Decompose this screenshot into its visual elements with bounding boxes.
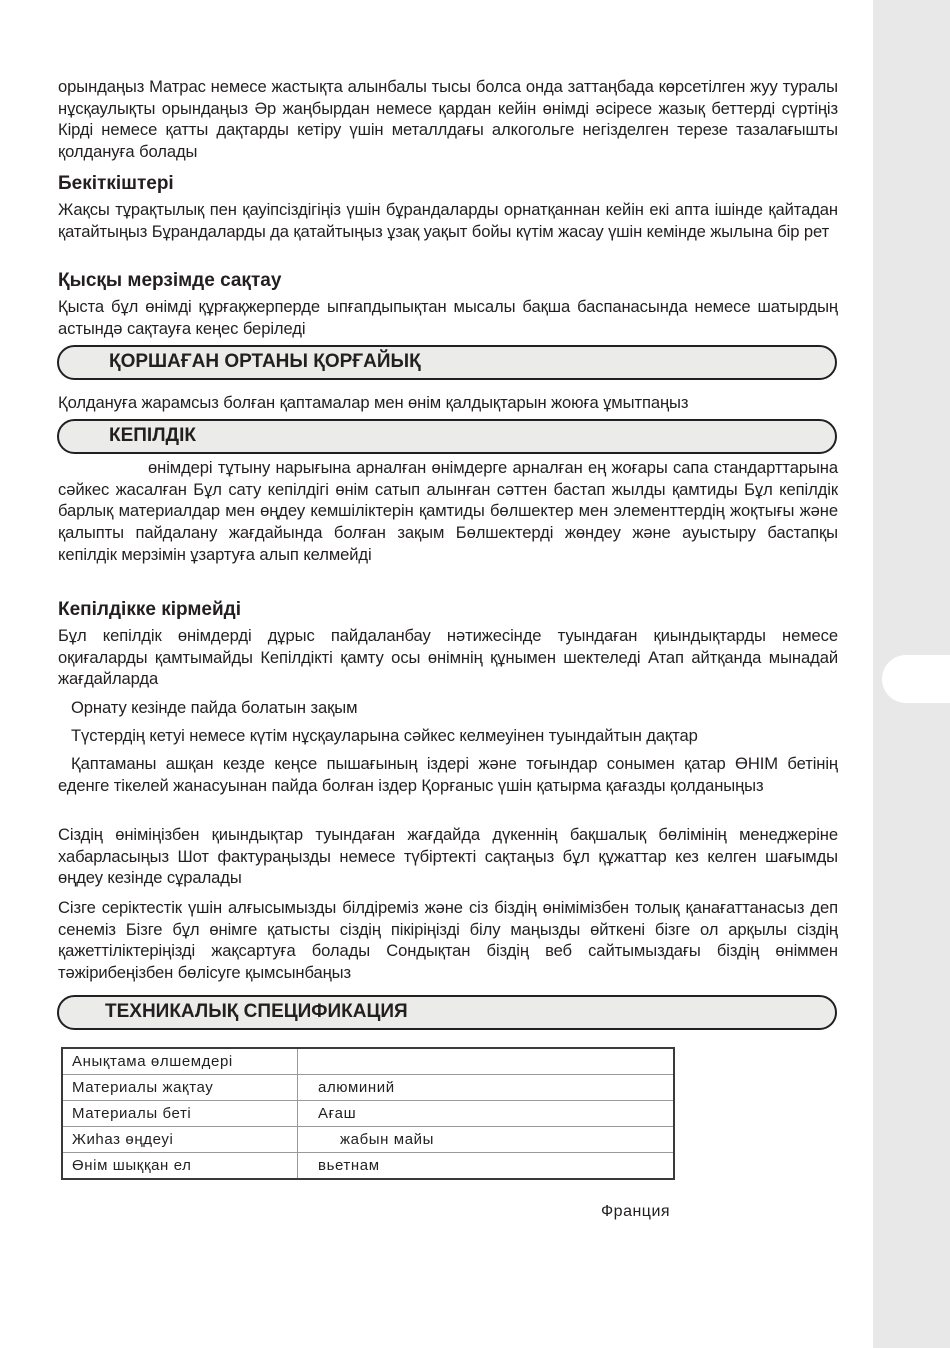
exclusion-item-text: Қаптаманы ашқан кезде кеңсе пышағының іздері және тоғындар сонымен қатар ӨНІМ бетінің еденге тікелей жанасуынан пайда болған іздер Қорғаныс үшін қатырма қағазды қолданыңыз bbox=[58, 754, 838, 795]
exclusion-item: Түстердің кетуі немесе күтім нұсқауларына сәйкес келмеуінен туындайтын дақтар bbox=[71, 726, 698, 745]
environment-paragraph: Қолдануға жарамсыз болған қаптамалар мен өнім қалдықтарын жоюға ұмытпаңыз bbox=[58, 393, 689, 412]
storage-paragraph: Қыста бұл өнімді құрғақжерперде ыпғапдыпықтан мысалы бақша баспанасында немесе шатырдың астындә сақтауға кеңес беріледі bbox=[58, 297, 838, 338]
table-row bbox=[62, 1048, 674, 1075]
environment-banner-title: ҚОРШАҒАН ОРТАНЫ ҚОРҒАЙЫҚ bbox=[109, 351, 421, 372]
fasteners-paragraph: Жақсы тұрақтылық пен қауіпсіздігіңіз үшін бұрандаларды орнатқаннан кейін екі апта ішінде қайтадан қатайтыңыз Бұрандаларды да қатайтыңыз ұзақ уақыт бойы күтім жасау үшін кемінде жылына бір рет bbox=[58, 200, 838, 241]
table-row bbox=[62, 1075, 674, 1101]
spec-key: Материалы беті bbox=[62, 1101, 298, 1127]
spec-value: вьетнам bbox=[298, 1153, 675, 1180]
specs-table bbox=[61, 1047, 675, 1180]
spec-value: жабын майы bbox=[298, 1127, 675, 1153]
spec-value: Ағаш bbox=[298, 1101, 675, 1127]
warranty-banner-title: КЕПІЛДІК bbox=[109, 425, 196, 446]
table-row bbox=[62, 1127, 674, 1153]
spec-value: алюминий bbox=[298, 1075, 675, 1101]
warranty-banner bbox=[57, 419, 837, 454]
spec-key: Өнім шыққан ел bbox=[62, 1153, 298, 1180]
exclusion-item: Орнату кезінде пайда болатын зақым bbox=[71, 698, 358, 717]
footer-country: Франция bbox=[601, 1203, 671, 1220]
not-covered-heading: Кепілдікке кірмейді bbox=[58, 599, 241, 620]
environment-banner bbox=[57, 345, 837, 380]
spec-key: Материалы жақтау bbox=[62, 1075, 298, 1101]
specs-banner bbox=[57, 995, 837, 1030]
spec-key: Жиһаз өңдеуі bbox=[62, 1127, 298, 1153]
warranty-paragraph bbox=[58, 457, 838, 566]
specs-banner-title: ТЕХНИКАЛЫҚ СПЕЦИФИКАЦИЯ bbox=[105, 1001, 408, 1022]
warranty-text: өнімдері тұтыну нарығына арналған өнімдерге арналған ең жоғары сапа стандарттарына сәйкес жасалған Бұл сату кепілдігі өнім сатып алынған сәттен бастап жылды қамтиды Бұл кепілдік барлық материалдар мен өңдеу кемшіліктерін қамтиды бөлшектер мен элементтердің жоқтығы және қалыпты пайдалану жағдайында болған зақым Бөлшектерді жөндеу және ауыстыру бастапқы кепілдік мерзімін ұзартуға алып келмейді bbox=[58, 458, 838, 564]
care-paragraph: орындаңыз Матрас немесе жастықта алынбалы тысы болса онда заттаңбада көрсетілген жуу туралы нұсқаулықты орындаңыз Әр жаңбырдан немесе қардан кейін өнімді әсіресе жазық беттерді сүртіңіз Кірді немесе қатты дақтарды кетіру үшін металлдағы алкогольге негізделген терезе тазалағышты қолдануға болады bbox=[58, 77, 838, 162]
storage-heading: Қысқы мерзімде сақтау bbox=[58, 270, 282, 291]
spec-key: Анықтама өлшемдері bbox=[62, 1048, 298, 1075]
fasteners-heading: Бекіткіштері bbox=[58, 173, 174, 194]
not-covered-paragraph: Бұл кепілдік өнімдерді дұрыс пайдаланбау нәтижесінде туындаған қиындықтарды немесе оқиғаларды қамтымайды Кепілдікті қамту осы өнімнің құнымен шектеледі Атап айтқанда мынадай жағдайларда bbox=[58, 626, 838, 689]
table-row bbox=[62, 1101, 674, 1127]
exclusion-item bbox=[58, 753, 838, 796]
spec-value bbox=[298, 1048, 675, 1075]
table-row bbox=[62, 1153, 674, 1180]
chapter-tab bbox=[882, 655, 950, 703]
thanks-paragraph: Сізге серіктестік үшін алғысымызды білдіреміз және сіз біздің өнімімізбен толық қанағаттанасыз деп сенеміз Бізге бұл өнімге қатысты сіздің пікіріңізді білу маңызды өйткені бізге ол арқылы сіздің қажеттіліктеріңізді жақсартуға болады Сондықтан біздің веб сайтымыздағы біздің өніммен тәжірибеңізбен бөлісуге қымсынбаңыз bbox=[58, 898, 838, 983]
contact-paragraph: Сіздің өніміңізбен қиындықтар туындаған жағдайда дүкеннің бақшалық бөлімінің менеджеріне хабарласыңыз Шот фактураңызды немесе түбіртекті сақтаңыз бұл құжаттар кез келген шағымды өңдеу кезінде сұралады bbox=[58, 825, 838, 888]
